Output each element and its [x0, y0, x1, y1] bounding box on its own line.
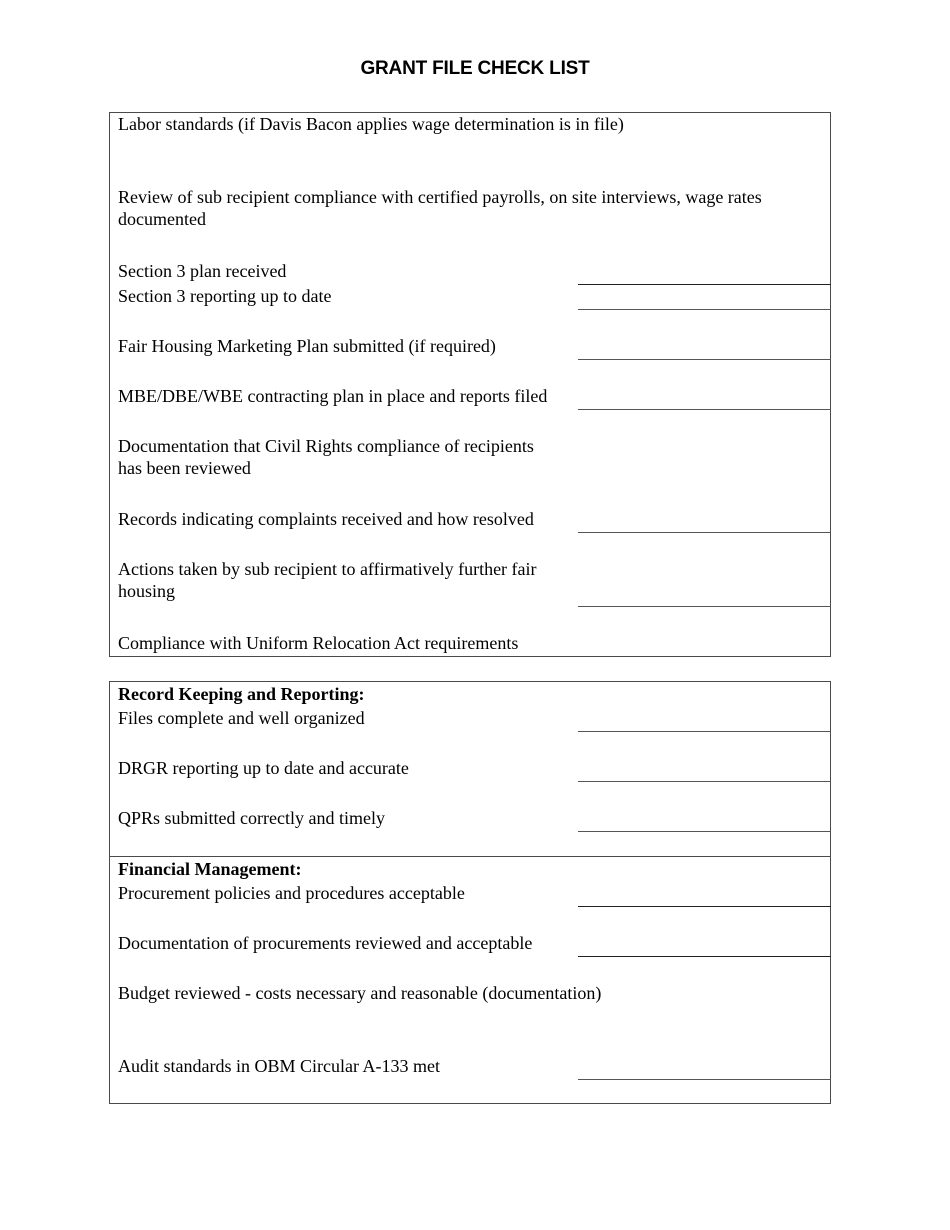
procurement-policies-item: Procurement policies and procedures acceptable [118, 883, 465, 903]
civil-rights-item-cont: has been reviewed [118, 458, 251, 478]
complaints-item: Records indicating complaints received and how resolved [118, 509, 534, 529]
labor-standards-item: Labor standards (if Davis Bacon applies wage determination is in file) [118, 114, 624, 134]
procurement-documentation-checkline[interactable] [578, 956, 831, 957]
section-divider [109, 856, 831, 857]
mbe-dbe-wbe-item: MBE/DBE/WBE contracting plan in place and reports filed [118, 386, 548, 406]
section3-reporting-item: Section 3 reporting up to date [118, 286, 332, 306]
relocation-act-item: Compliance with Uniform Relocation Act requirements [118, 633, 519, 653]
audit-standards-checkline[interactable] [578, 1079, 831, 1080]
fair-housing-actions-item: Actions taken by sub recipient to affirmatively further fair [118, 559, 537, 579]
audit-standards-item: Audit standards in OBM Circular A-133 met [118, 1056, 440, 1076]
files-organized-item: Files complete and well organized [118, 708, 365, 728]
financial-management-heading: Financial Management: [118, 859, 302, 879]
sub-recipient-compliance-item: Review of sub recipient compliance with certified payrolls, on site interviews, wage rates [118, 187, 762, 207]
page-title: GRANT FILE CHECK LIST [360, 58, 590, 79]
fair-housing-plan-checkline[interactable] [578, 359, 831, 360]
complaints-checkline[interactable] [578, 532, 831, 533]
sub-recipient-compliance-item-cont: documented [118, 209, 206, 229]
record-keeping-heading: Record Keeping and Reporting: [118, 684, 365, 704]
procurement-policies-checkline[interactable] [578, 906, 831, 907]
drgr-reporting-checkline[interactable] [578, 781, 831, 782]
fair-housing-actions-checkline[interactable] [578, 606, 831, 607]
qprs-submitted-checkline[interactable] [578, 831, 831, 832]
fair-housing-actions-item-cont: housing [118, 581, 176, 601]
files-organized-checkline[interactable] [578, 731, 831, 732]
procurement-documentation-item: Documentation of procurements reviewed and acceptable [118, 933, 533, 953]
section3-plan-checkline[interactable] [578, 284, 831, 285]
drgr-reporting-item: DRGR reporting up to date and accurate [118, 758, 409, 778]
qprs-submitted-item: QPRs submitted correctly and timely [118, 808, 385, 828]
fair-housing-plan-item: Fair Housing Marketing Plan submitted (if required) [118, 336, 496, 356]
section3-plan-item: Section 3 plan received [118, 261, 287, 281]
budget-reviewed-item: Budget reviewed - costs necessary and reasonable (documentation) [118, 983, 602, 1003]
civil-rights-item: Documentation that Civil Rights compliance of recipients [118, 436, 534, 456]
mbe-dbe-wbe-checkline[interactable] [578, 409, 831, 410]
section3-reporting-checkline[interactable] [578, 309, 831, 310]
